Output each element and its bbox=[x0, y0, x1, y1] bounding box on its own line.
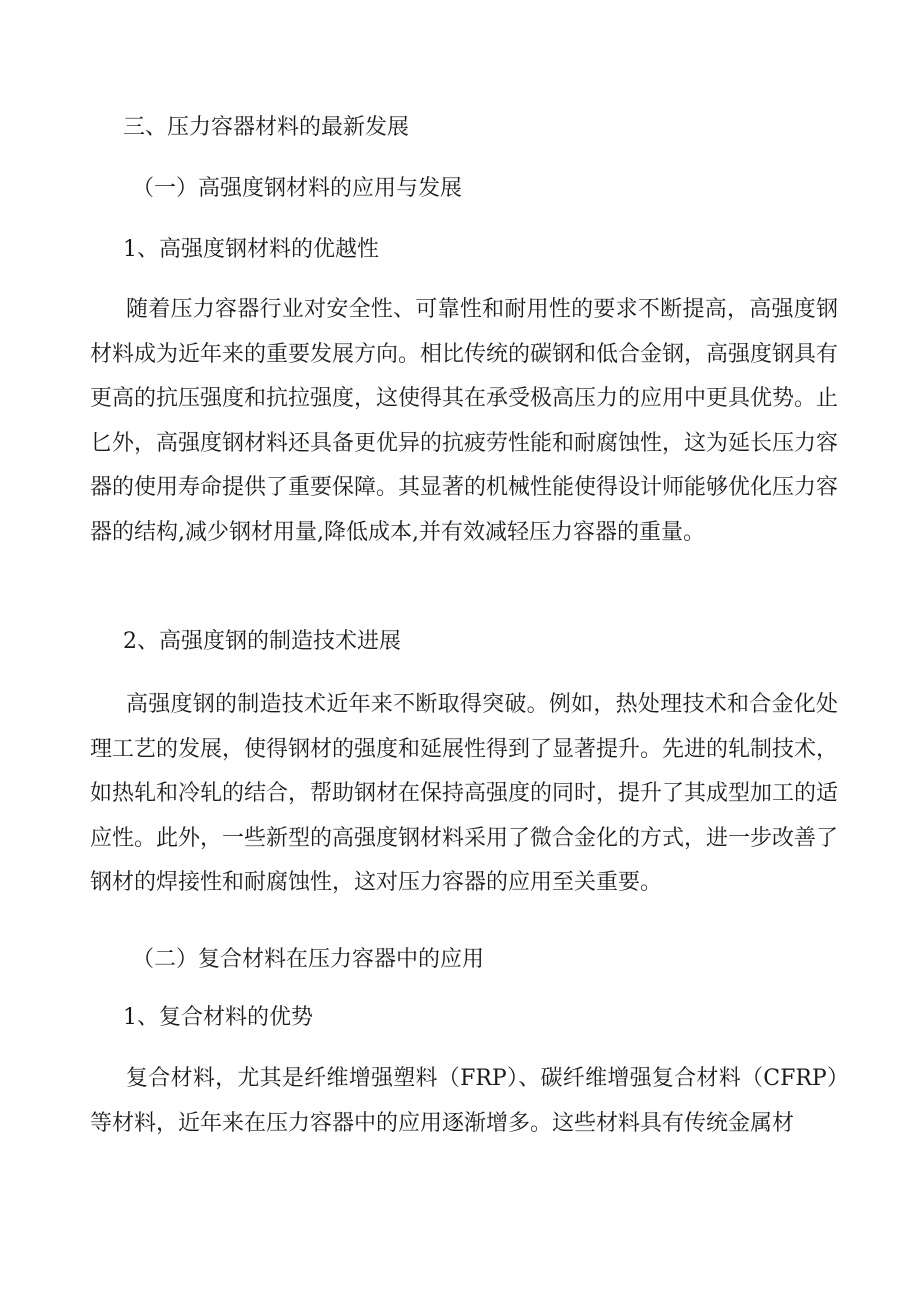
item-title-1-1: 1、高强度钢材料的优越性 bbox=[123, 237, 379, 262]
paragraph-2: 高强度钢的制造技术近年来不断取得突破。例如，热处理技术和合金化处理工艺的发展，使得钢材的强度和延展性得到了显著提升。先进的轧制技术，如热轧和冷轧的结合，帮助钢材在保持高强度的同时，提升了其成型加工的适应性。此外，一些新型的高强度钢材料采用了微合金化的方式，进一步改善了钢材的焊接性和耐腐蚀性，这对压力容器的应用至关重要。 bbox=[90, 692, 839, 895]
subsection-title-2: （二）复合材料在压力容器中的应用 bbox=[132, 947, 485, 972]
item-title-2-1: 1、复合材料的优势 bbox=[123, 1005, 313, 1030]
paragraph-3: 复合材料，尤其是纤维增强塑料（FRP）、碳纤维增强复合材料（CFRP）等材料，近年来在压力容器中的应用逐渐增多。这些材料具有传统金属材 bbox=[90, 1066, 838, 1136]
subsection-title-1: （一）高强度钢材料的应用与发展 bbox=[132, 176, 463, 201]
item-title-1-2: 2、高强度钢的制造技术进展 bbox=[123, 629, 401, 654]
paragraph-1: 随着压力容器行业对安全性、可靠性和耐用性的要求不断提高，高强度钢材料成为近年来的重要发展方向。相比传统的碳钢和低合金钢，高强度钢具有更高的抗压强度和抗拉强度，这使得其在承受极高压力的应用中更具优势。止匕外，高强度钢材料还具备更优异的抗疲劳性能和耐腐蚀性，这为延长压力容器的使用寿命提供了重要保障。其显著的机械性能使得设计师能够优化压力容器的结构,减少钢材用量,降低成本,并有效减轻压力容器的重量。 bbox=[90, 297, 839, 545]
section-title: 三、压力容器材料的最新发展 bbox=[123, 115, 410, 140]
